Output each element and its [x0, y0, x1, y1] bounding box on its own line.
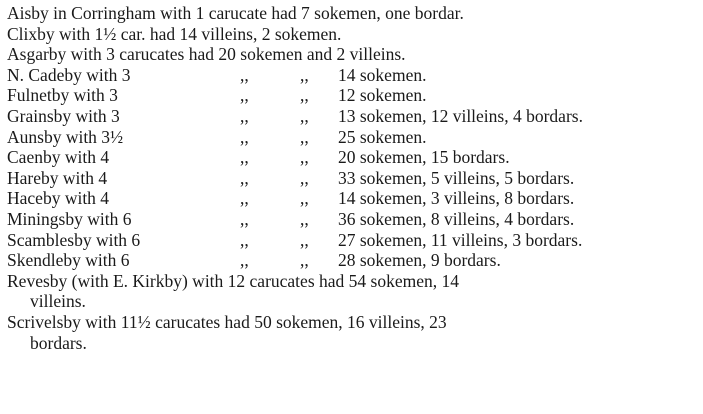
place-label: Skendleby with 6 — [7, 250, 130, 271]
ditto-entry-row — [7, 65, 699, 86]
entry-detail: 14 sokemen, 3 villeins, 8 bordars. — [338, 188, 575, 209]
ditto-mark: ,, — [240, 64, 249, 85]
ditto-mark: ,, — [300, 167, 309, 188]
entry-detail: 33 sokemen, 5 villeins, 5 bordars. — [338, 167, 575, 188]
ditto-mark: ,, — [300, 208, 309, 229]
entry-detail: 25 sokemen. — [338, 126, 427, 147]
ditto-entry-row — [7, 188, 699, 209]
place-label: N. Cadeby with 3 — [7, 64, 131, 85]
ditto-mark: ,, — [300, 64, 309, 85]
entry-detail: 14 sokemen. — [338, 64, 427, 85]
place-label: Hareby with 4 — [7, 167, 108, 188]
entry-continuation: villeins. — [30, 291, 86, 312]
place-label: Aunsby with 3½ — [7, 126, 124, 147]
place-label: Fulnetby with 3 — [7, 85, 118, 106]
entry-line: Scrivelsby with 11½ carucates had 50 sokemen, 16 villeins, 23 — [7, 311, 447, 332]
entry-detail: 20 sokemen, 15 bordars. — [338, 147, 510, 168]
entry-line: Asgarby with 3 carucates had 20 sokemen and 2 villeins. — [7, 44, 406, 65]
entry-line: Revesby (with E. Kirkby) with 12 carucates had 54 sokemen, 14 — [7, 270, 459, 291]
ditto-entry-row — [7, 230, 699, 251]
ditto-entry-row — [7, 127, 699, 148]
ditto-mark: ,, — [240, 208, 249, 229]
place-label: Grainsby with 3 — [7, 105, 120, 126]
ditto-mark: ,, — [300, 126, 309, 147]
ditto-mark: ,, — [240, 105, 249, 126]
ditto-entry-row — [7, 168, 699, 189]
entry-line: Aisby in Corringham with 1 carucate had 7 sokemen, one bordar. — [7, 3, 464, 23]
ditto-mark: ,, — [240, 188, 249, 209]
ditto-mark: ,, — [300, 85, 309, 106]
ditto-mark: ,, — [240, 250, 249, 271]
ditto-entry-row — [7, 106, 699, 127]
ditto-mark: ,, — [240, 229, 249, 250]
ditto-mark: ,, — [300, 229, 309, 250]
ditto-mark: ,, — [240, 85, 249, 106]
ditto-entry-row — [7, 209, 699, 230]
entry-detail: 28 sokemen, 9 bordars. — [338, 250, 501, 271]
ditto-entry-row — [7, 85, 699, 106]
ditto-mark: ,, — [300, 147, 309, 168]
place-label: Haceby with 4 — [7, 188, 110, 209]
ditto-mark: ,, — [240, 126, 249, 147]
place-label: Miningsby with 6 — [7, 208, 132, 229]
entry-detail: 12 sokemen. — [338, 85, 427, 106]
place-label: Scamblesby with 6 — [7, 229, 141, 250]
ditto-mark: ,, — [240, 147, 249, 168]
entry-continuation: bordars. — [30, 332, 87, 353]
ditto-entry-row — [7, 250, 699, 271]
ditto-mark: ,, — [300, 188, 309, 209]
entry-detail: 27 sokemen, 11 villeins, 3 bordars. — [338, 229, 583, 250]
place-label: Caenby with 4 — [7, 147, 110, 168]
entry-line: Clixby with 1½ car. had 14 villeins, 2 sokemen. — [7, 23, 342, 44]
ditto-mark: ,, — [240, 167, 249, 188]
entry-detail: 13 sokemen, 12 villeins, 4 bordars. — [338, 105, 583, 126]
ditto-mark: ,, — [300, 250, 309, 271]
ditto-entry-row — [7, 147, 699, 168]
ditto-mark: ,, — [300, 105, 309, 126]
entry-detail: 36 sokemen, 8 villeins, 4 bordars. — [338, 208, 575, 229]
document-page — [7, 3, 699, 353]
